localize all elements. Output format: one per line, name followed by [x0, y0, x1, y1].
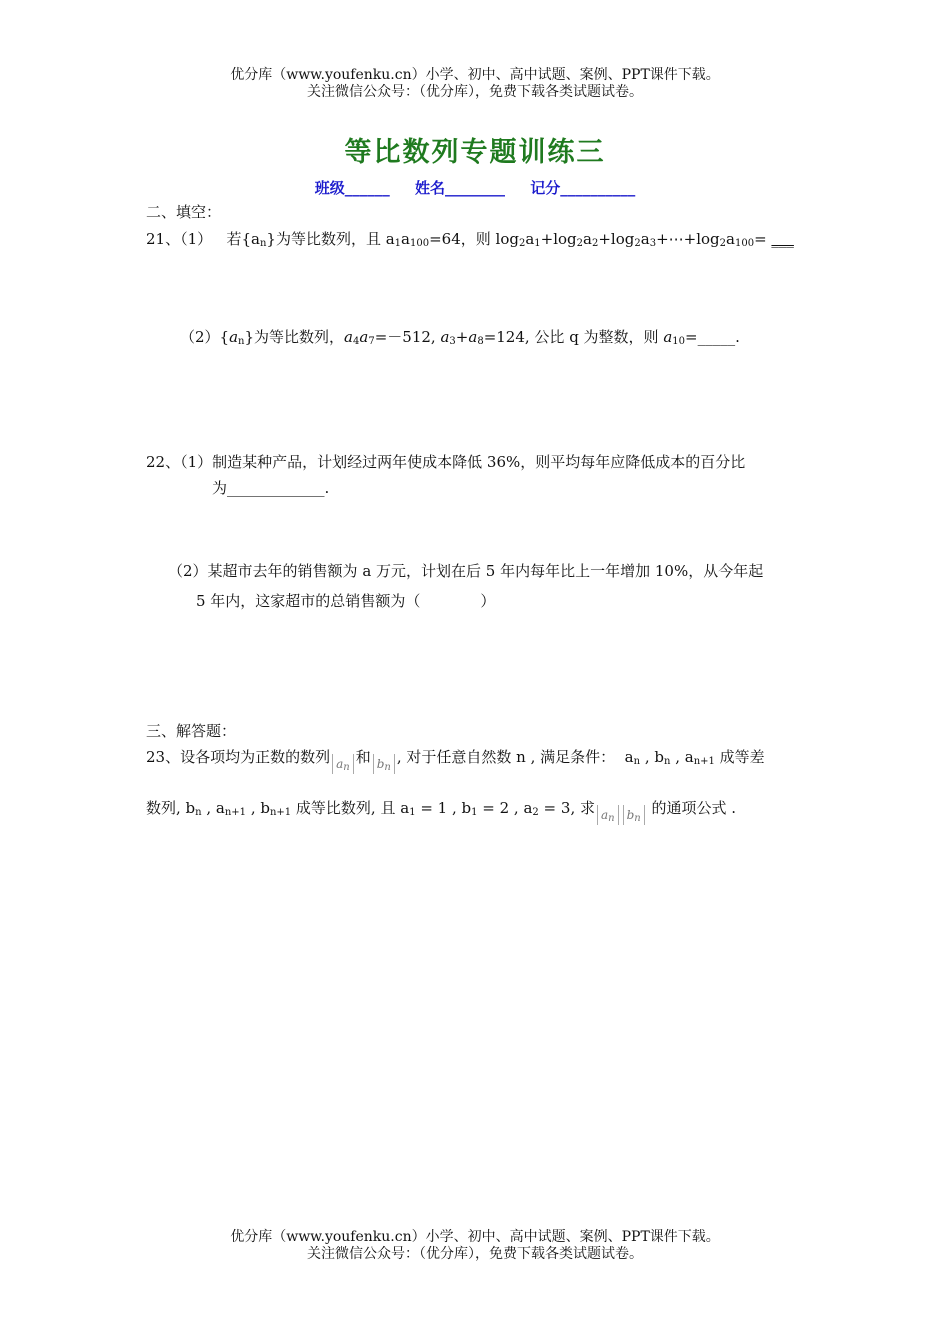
score-field: 记分__________: [530, 179, 636, 197]
q22-part1-line1: 22、（1）制造某种产品，计划经过两年使成本降低 36%，则平均每年应降低成本的百分比: [146, 453, 746, 471]
class-field: 班级______: [314, 179, 390, 197]
page-title: 等比数列专题训练三: [344, 137, 606, 168]
seq-a-n-formula-2: $a_n$: [597, 805, 619, 825]
seq-b-n-formula: $b_n$: [373, 754, 395, 774]
q22-part1-line2: 为_____________.: [212, 479, 330, 497]
section-3-heading: 三、解答题：: [146, 722, 237, 740]
page-footer: [0, 1229, 950, 1263]
q21-answer-blank: ___: [771, 230, 794, 248]
footer-line-1: 优分库（www.youfenku.cn）小学、初中、高中试题、案例、PPT课件下载。: [230, 1229, 720, 1245]
name-field: 姓名________: [414, 179, 505, 197]
page-header: [0, 67, 950, 101]
seq-a-n-formula: $a_n$: [332, 754, 354, 774]
q21-part2: $(2)\{a_n\}$为等比数列，$a_4a_7=-512$, $a_3+a_8=124$, 公比 q 为整数，则 $a_{10}=\_\_\_\_\_$.: [180, 328, 740, 347]
q23-line1: 23、设各项均为正数的数列 $a_n$和 $b_n$, 对于任意自然数 n , 满足条件： $a_n$ , $b_n$ , $a_{n+1}$ 成等差: [146, 748, 765, 773]
seq-b-n-formula-2: $b_n$: [623, 805, 645, 825]
q22-part2-line1: （2）某超市去年的销售额为 a 万元，计划在后 5 年内每年比上一年增加 10%，从今年起: [168, 562, 764, 580]
header-line-1: 优分库（www.youfenku.cn）小学、初中、高中试题、案例、PPT课件下载。: [230, 67, 720, 83]
header-line-2: 关注微信公众号：（优分库），免费下载各类试题试卷。: [307, 84, 643, 100]
student-info: [0, 177, 950, 198]
footer-line-2: 关注微信公众号：（优分库），免费下载各类试题试卷。: [307, 1246, 643, 1262]
q21-part1: 21、（1） 若$\{a_n\}$为等比数列，且 $a_1a_{100}=64$，则 $\log_2a_1+\log_2a_2+\log_2a_3+\cdots+\log_2a_{100}=$ ___: [146, 230, 794, 249]
section-2-heading: 二、填空：: [146, 203, 222, 221]
q22-part2-line2: 5 年内，这家超市的总销售额为（ ）: [196, 592, 496, 610]
q23-line2: 数列, $b_n$ , $a_{n+1}$ , $b_{n+1}$ 成等比数列, 且 $a_1 = 1$ , $b_1 = 2$ , $a_2 = 3$, 求 $a_n$ $b_n$ 的通项公式 .: [146, 799, 737, 824]
